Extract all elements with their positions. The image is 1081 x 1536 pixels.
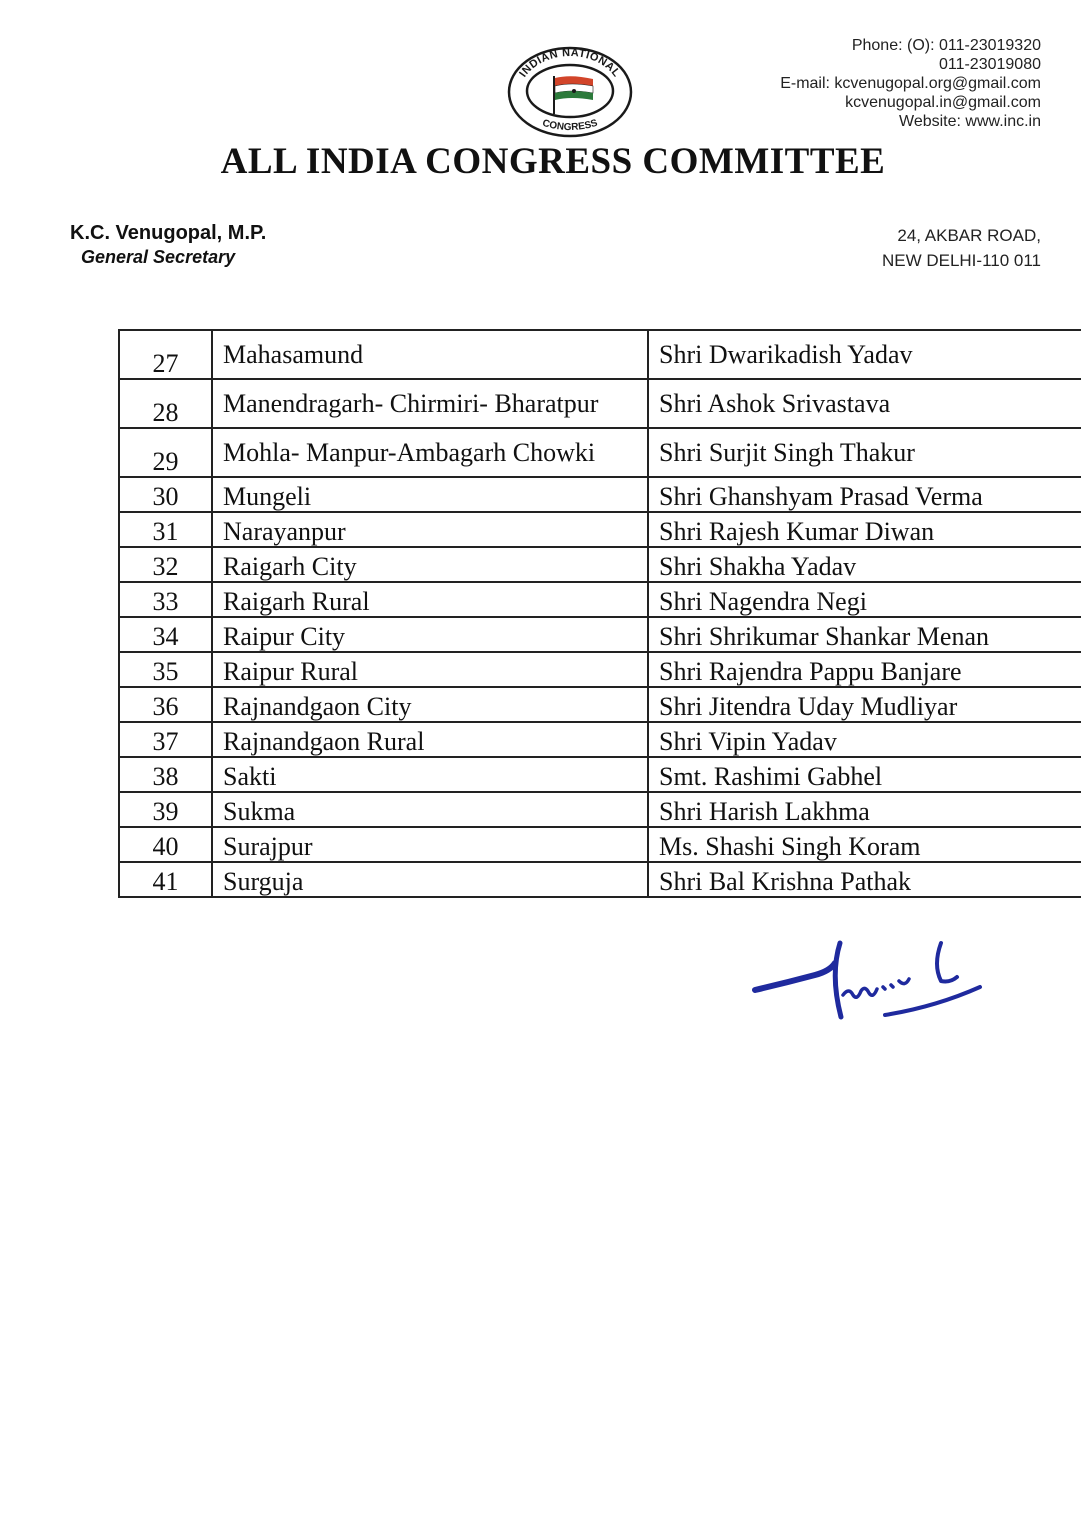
appointee-cell: Shri Shakha Yadav [648, 547, 1081, 582]
appointee-cell: Shri Harish Lakhma [648, 792, 1081, 827]
sender-name: K.C. Venugopal, M.P. [70, 222, 267, 244]
table-row [119, 379, 1081, 428]
address-line-1: 24, AKBAR ROAD, [897, 226, 1041, 245]
row-number: 33 [119, 582, 212, 617]
table-row [119, 330, 1081, 379]
address-line-2: NEW DELHI-110 011 [881, 251, 1041, 270]
appointee-cell: Shri Nagendra Negi [648, 582, 1081, 617]
appointee-cell: Shri Rajendra Pappu Banjare [648, 652, 1081, 687]
row-number: 37 [119, 722, 212, 757]
appointee-cell: Ms. Shashi Singh Koram [648, 827, 1081, 862]
sender-block [70, 221, 266, 269]
appointee-cell: Shri Rajesh Kumar Diwan [648, 512, 1081, 547]
row-number: 39 [119, 792, 212, 827]
row-number: 31 [119, 512, 212, 547]
table-row [119, 547, 1081, 582]
congress-logo-icon [505, 46, 635, 138]
row-number: 28 [119, 379, 212, 428]
svg-text:INDIAN NATIONAL: INDIAN NATIONAL [517, 46, 623, 80]
table-row [119, 827, 1081, 862]
table-row [119, 428, 1081, 477]
appointee-cell: Shri Dwarikadish Yadav [648, 330, 1081, 379]
district-cell: Mahasamund [212, 330, 648, 379]
appointee-cell: Shri Surjit Singh Thakur [648, 428, 1081, 477]
contact-email-2: kcvenugopal.in@gmail.com [845, 94, 1041, 111]
office-address [882, 223, 1041, 273]
district-cell: Narayanpur [212, 512, 648, 547]
table-row [119, 862, 1081, 897]
row-number: 27 [119, 330, 212, 379]
district-cell: Raigarh City [212, 547, 648, 582]
row-number: 35 [119, 652, 212, 687]
row-number: 32 [119, 547, 212, 582]
contact-block [780, 36, 1041, 131]
table-row [119, 617, 1081, 652]
table-row [119, 477, 1081, 512]
row-number: 30 [119, 477, 212, 512]
table-row [119, 722, 1081, 757]
table-row [119, 512, 1081, 547]
appointee-cell: Shri Bal Krishna Pathak [648, 862, 1081, 897]
district-cell: Sukma [212, 792, 648, 827]
district-cell: Raigarh Rural [212, 582, 648, 617]
row-number: 29 [119, 428, 212, 477]
signature-image [745, 935, 990, 1030]
contact-email: E-mail: kcvenugopal.org@gmail.com [780, 75, 1041, 92]
sender-title: General Secretary [81, 247, 236, 267]
table-row [119, 582, 1081, 617]
contact-phone: Phone: (O): 011-23019320 [851, 37, 1041, 54]
row-number: 38 [119, 757, 212, 792]
contact-website: Website: www.inc.in [899, 113, 1041, 130]
district-cell: Raipur City [212, 617, 648, 652]
appointee-cell: Shri Ghanshyam Prasad Verma [648, 477, 1081, 512]
row-number: 40 [119, 827, 212, 862]
district-cell: Mohla- Manpur-Ambagarh Chowki [212, 428, 648, 477]
appointments-table [118, 329, 1081, 898]
table-row [119, 792, 1081, 827]
district-cell: Rajnandgaon Rural [212, 722, 648, 757]
district-cell: Sakti [212, 757, 648, 792]
table-row [119, 757, 1081, 792]
appointee-cell: Shri Ashok Srivastava [648, 379, 1081, 428]
table-row [119, 652, 1081, 687]
svg-text:CONGRESS: CONGRESS [541, 117, 599, 134]
district-cell: Surajpur [212, 827, 648, 862]
district-cell: Rajnandgaon City [212, 687, 648, 722]
table-row [119, 687, 1081, 722]
contact-phone-2: 011-23019080 [938, 56, 1041, 73]
appointee-cell: Shri Shrikumar Shankar Menan [648, 617, 1081, 652]
district-cell: Mungeli [212, 477, 648, 512]
organization-title: ALL INDIA CONGRESS COMMITTEE [220, 141, 886, 182]
district-cell: Manendragarh- Chirmiri- Bharatpur [212, 379, 648, 428]
appointee-cell: Smt. Rashimi Gabhel [648, 757, 1081, 792]
district-cell: Raipur Rural [212, 652, 648, 687]
appointee-cell: Shri Jitendra Uday Mudliyar [648, 687, 1081, 722]
row-number: 34 [119, 617, 212, 652]
appointee-cell: Shri Vipin Yadav [648, 722, 1081, 757]
district-cell: Surguja [212, 862, 648, 897]
row-number: 41 [119, 862, 212, 897]
row-number: 36 [119, 687, 212, 722]
